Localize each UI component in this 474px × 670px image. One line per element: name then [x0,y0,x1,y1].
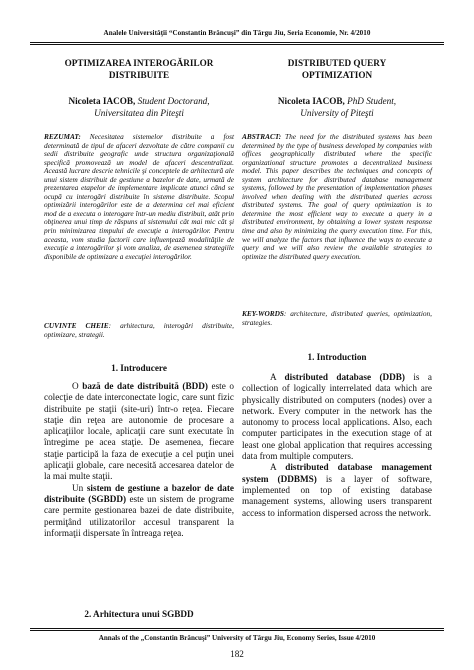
en-keywords-label: KEY-WORDS [242,309,284,318]
en-keywords [242,310,432,327]
en-p2-term: distributed database management system (DDBMS) [242,462,432,484]
ro-body [44,381,234,539]
en-author-affiliation: University of Piteşti [300,108,374,118]
header-rule-bottom [30,44,444,45]
ro-p1-term: bază de date distribuită (BDD) [82,381,208,391]
en-p2-text: is a layer of software, implemented on top of existing database management systems, allowing users transparent access to information dispersed across the network. [242,473,432,518]
en-author-role: PhD Student, [344,96,397,106]
ro-p2-text: este un sistem de programe care permite gestionarea bazei de date distribuite, permiţând utilizatorilor accesul transparent la informaţii dispersate în întreaga reţea. [44,493,234,538]
en-body [242,372,432,519]
ro-paragraph-1 [44,381,234,483]
en-section-1-heading: 1. Introduction [307,352,367,362]
en-p1-pre: A [270,372,285,382]
running-head: Analele Universităţii “Constantin Brâncuşi” din Târgu Jiu, Seria Economie, Nr. 4/2010 [103,29,371,37]
ro-author-name: Nicoleta IACOB, [68,96,136,106]
en-p2-pre: A [270,462,286,473]
en-p1-term: distributed database (DDB) [284,372,405,382]
en-title-line-1: DISTRIBUTED QUERY [287,58,387,68]
ro-abstract [44,133,234,261]
en-paragraph-2 [242,462,432,518]
ro-keywords [44,322,234,339]
ro-section-2-heading: 2. Arhitectura unui SGBDD [84,609,194,619]
ro-keywords-text: : arhitectura, interogări distribuite, optimizare, strategii. [44,321,234,339]
ro-title-line-1: OPTIMIZAREA INTEROGĂRILOR [64,58,214,68]
en-paragraph-1 [242,372,432,462]
en-author [242,95,432,119]
ro-author-affiliation: Universitatea din Piteşti [94,108,184,118]
ro-title [44,57,234,81]
footer-rule-bottom [30,630,444,631]
en-abstract-label: ABSTRACT: [242,132,282,141]
en-abstract [242,133,432,261]
ro-p2-pre: Un [72,482,87,493]
ro-paragraph-2 [44,483,234,539]
en-p1-text: is a collection of logically interrelated data which are physically distributed on computers (nodes) over a network. Every computer in the network has the autonomy to process local applications. Also, each computer participates in the execution stage of at least one global application that requires accessing data from multiple computers. [242,372,432,462]
ro-title-line-2: DISTRIBUITE [108,70,170,80]
ro-p1-pre: O [72,381,83,391]
en-title [242,57,432,81]
ro-p2-term: sistem de gestiune a bazelor de date distribuite (SGBDD) [44,482,234,504]
ro-abstract-label: REZUMAT: [44,132,81,141]
en-keywords-text: : architecture, distributed queries, optimization, strategies. [242,309,432,327]
ro-author-role: Student Doctorand, [135,96,210,106]
footer-rule-top [30,628,444,629]
en-abstract-text: The need for the distributed systems has been determined by the type of business developed by companies with offices geographically distributed where the specific organizational structure promotes a decentralized business model. This paper describes the techniques and concepts of system architecture for distributed database management systems, followed by the presentation of implementation phases involved when dealing with the distributed queries across distributed systems. The goal of query optimization is to determine the most efficient way to execute a query in a distributed environment, by obtaining a lower system response time and also by minimizing the query execution time. For this, we will analyze the factors that influence the ways to execute a query and we will also review the available strategies to optimize the distributed query execution. [242,132,432,261]
ro-section-1-heading: 1. Introducere [111,363,167,373]
en-author-name: Nicoleta IACOB, [277,96,345,106]
header-rule-top [30,42,444,43]
page-number: 182 [230,649,244,659]
ro-p1-text: este o colecţie de date interconectate logic, care sunt fizic distribuite pe staţii (site-uri) într-o reţea. Fiecare staţie din reţea are autonomie de procesare a aplicaţiilor locale, aplicaţii care sunt executate în întregime pe acea staţie. De asemenea, fiecare staţie participă la faza de execuţie a cel puţin unei aplicaţii globale, care necesită accesarea datelor de la mai multe staţii. [44,381,234,482]
ro-author [44,95,234,119]
ro-keywords-label: CUVINTE CHEIE [44,321,109,330]
ro-abstract-text: Necesitatea sistemelor distribuite a fost determinată de tipul de afaceri dezvoltate de către companii cu sedii distribuite geografic unde structura organizaţională specifică promovează un model de afaceri descentralizat. Această lucrare descrie tehnicile şi conceptele de arhitectură ale unui sistem distribuit de gestiune a bazelor de date, urmată de prezentarea etapelor de implementare implicate atunci când se ocupă cu interogări distribuite în sisteme distribuite. Scopul optimizării interogărilor este de a determina cel mai eficient mod de a executa o interogare într-un mediu distribuit, atât prin obţinerea unui timp de răspuns al sistemului cât mai mic cât şi prin minimizarea timpului de execuţie a interogărilor. Pentru aceasta, vom studia factorii care influenţează modalităţile de execuţie a interogărilor şi vom analiza, de asemenea strategiile disponibile de optimizare a execuţiei interogărilor. [44,132,234,261]
en-title-line-2: OPTIMIZATION [301,70,373,80]
running-foot: Annals of the „Constantin Brâncuşi” University of Târgu Jiu, Economy Series, Issue 4/2010 [98,634,376,642]
